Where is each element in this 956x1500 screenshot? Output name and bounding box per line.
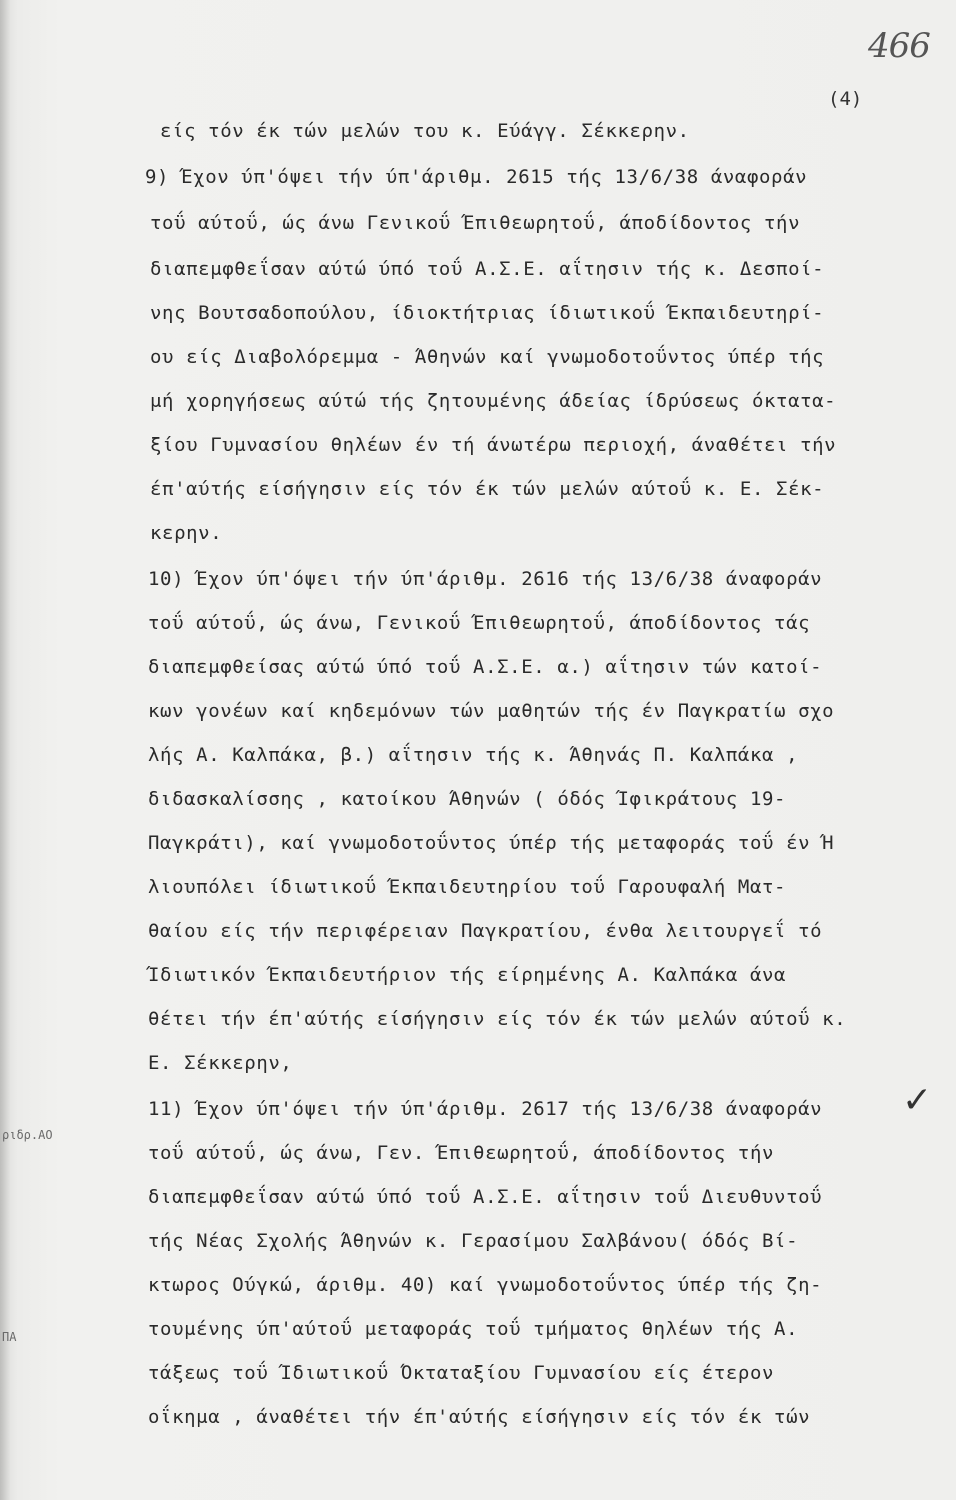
handwritten-page-number: 466 (868, 26, 930, 66)
text-line: διαπεμφθείσας αύτώ ύπό τοΰ Α.Σ.Ε. α.) αΐτησιν τών κατοί- (148, 656, 823, 678)
text-line: τοΰ αύτοΰ, ώς άνω, Γεν. Έπιθεωρητοΰ, άποδίδοντος τήν (148, 1142, 775, 1164)
text-line: τουμένης ύπ'αύτοΰ μεταφοράς τοΰ τμήματος θηλέων τής Α. (148, 1318, 799, 1340)
text-line: ξίου Γυμνασίου θηλέων έν τή άνωτέρω περιοχή, άναθέτει τήν (150, 434, 837, 456)
text-line: κτωρος Ούγκώ, άριθμ. 40) καί γνωμοδοτοΰντος ύπέρ τής ζη- (148, 1274, 823, 1296)
text-line: κερην. (150, 522, 223, 544)
text-line: 9) Έχον ύπ'όψει τήν ύπ'άριθμ. 2615 τής 13/6/38 άναφοράν (145, 166, 808, 188)
text-line: διαπεμφθεΐσαν αύτώ ύπό τοΰ Α.Σ.Ε. αΐτησιν τής κ. Δεσποί- (150, 258, 825, 280)
text-line: μή χορηγήσεως αύτώ τής ζητουμένης άδείας ίδρύσεως όκτατα- (150, 390, 837, 412)
section-number: (4) (828, 88, 863, 110)
text-line: είς τόν έκ τών μελών του κ. Εύάγγ. Σέκκερην. (160, 120, 690, 142)
text-line: διαπεμφθεΐσαν αύτώ ύπό τοΰ Α.Σ.Ε. αΐτησιν τοΰ Διευθυντοΰ (148, 1186, 823, 1208)
text-line: κων γονέων καί κηδεμόνων τών μαθητών τής έν Παγκρατίω σχο (148, 700, 835, 722)
text-line: 10) Έχον ύπ'όψει τήν ύπ'άριθμ. 2616 τής 13/6/38 άναφοράν (148, 568, 823, 590)
text-line: τάξεως τοΰ Ίδιωτικοΰ Όκταταξίου Γυμνασίου είς έτερον (148, 1362, 775, 1384)
text-line: τοΰ αύτοΰ, ώς άνω, Γενικοΰ Έπιθεωρητοΰ, άποδίδοντος τάς (148, 612, 811, 634)
check-mark-icon: ✓ (902, 1080, 933, 1121)
text-line: τής Νέας Σχολής Άθηνών κ. Γερασίμου Σαλβάνου( όδός Βί- (148, 1230, 799, 1252)
text-line: λιουπόλει ίδιωτικοΰ Έκπαιδευτηρίου τοΰ Γαρουφαλή Ματ- (148, 876, 787, 898)
text-line: οΐκημα , άναθέτει τήν έπ'αύτής είσήγησιν είς τόν έκ τών (148, 1406, 811, 1428)
text-line: διδασκαλίσσης , κατοίκου Άθηνών ( όδός Ίφικράτους 19- (148, 788, 787, 810)
text-line: Ίδιωτικόν Έκπαιδευτήριον τής είρημένης Α. Καλπάκα άνα (148, 964, 787, 986)
text-line: νης Βουτσαδοπούλου, ίδιοκτήτριας ίδιωτικοΰ Έκπαιδευτηρί- (150, 302, 825, 324)
text-line: Ε. Σέκκερην, (148, 1052, 293, 1074)
text-line: θαίου είς τήν περιφέρειαν Παγκρατίου, ένθα λειτουργεΐ τό (148, 920, 823, 942)
text-line: τοΰ αύτοΰ, ώς άνω Γενικοΰ Έπιθεωρητοΰ, άποδίδοντος τήν (150, 212, 801, 234)
text-line: Παγκράτι), καί γνωμοδοτοΰντος ύπέρ τής μεταφοράς τοΰ έν Ή (148, 832, 835, 854)
margin-mark: ΠΑ (2, 1330, 17, 1344)
text-line: 11) Έχον ύπ'όψει τήν ύπ'άριθμ. 2617 τής 13/6/38 άναφοράν (148, 1098, 823, 1120)
text-line: ου είς Διαβολόρεμμα - Άθηνών καί γνωμοδοτοΰντος ύπέρ τής (150, 346, 825, 368)
text-line: έπ'αύτής είσήγησιν είς τόν έκ τών μελών αύτοΰ κ. Ε. Σέκ- (150, 478, 825, 500)
page-edge (0, 0, 10, 1500)
margin-mark: ριδρ.ΑΟ (2, 1128, 53, 1142)
text-line: λής Α. Καλπάκα, β.) αΐτησιν τής κ. Άθηνάς Π. Καλπάκα , (148, 744, 799, 766)
text-line: θέτει τήν έπ'αύτής είσήγησιν είς τόν έκ τών μελών αύτοΰ κ. (148, 1008, 847, 1030)
